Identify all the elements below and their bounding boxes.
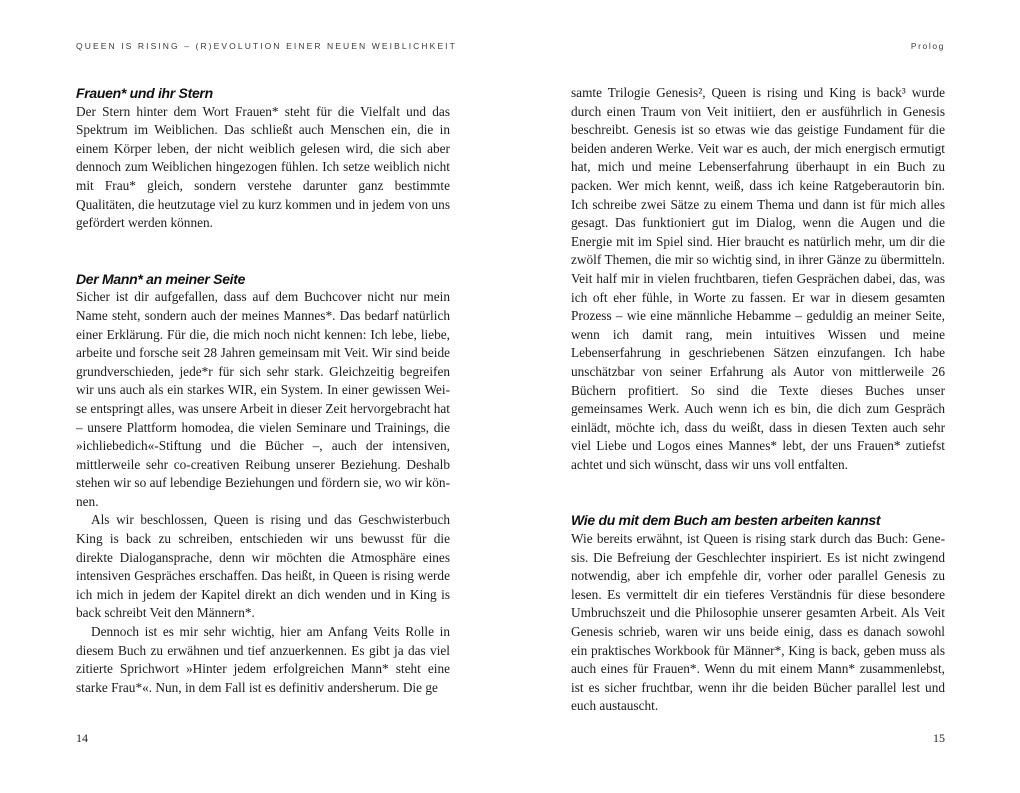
running-head: QUEEN IS RISING – (R)EVOLUTION EINER NEUEN WEIBLICHKEIT — [76, 41, 457, 51]
section-gap — [76, 233, 450, 270]
section-heading: Wie du mit dem Buch am besten arbeiten kannst — [571, 512, 881, 529]
right-page — [510, 0, 1020, 793]
section-gap — [571, 474, 945, 511]
paragraph: Sicher ist dir aufgefallen, dass auf dem Buchcover nicht nur mein Name steht, sondern auch der meines Mannes*. Das bedarf natürlich einer Erklärung. Für die, die mich noch nicht kennen: Ich lebe, liebe, arbeite und forsche seit 28 Jahren gemeinsam mit Veit. Wir sind beide grundverschieden, jede*r für sich sehr stark. Gleichzeitig begreifen wir uns auch als ein starkes WIR, ein System. In einer gewissen Weise entspringt alles, was unsere Arbeit in dieser Zeit hervorgebracht hat – unsere Plattform homodea, die vielen Seminare und Trainings, die »ichliebedich«-Stiftung und die Bücher –, auch der intensiven, mittlerweile sehr co-creativen Reibung unserer Beziehung. Deshalb stehen wir so auf lebendige Beziehungen und fördern sie, wo wir können. — [76, 289, 450, 509]
running-head: Prolog — [910, 41, 945, 51]
paragraph: Als wir beschlossen, Queen is rising und das Geschwisterbuch King is back zu schreiben, entschieden wir uns bewusst für die direkte Dialogansprache, denn wir möchten die Atmosphäre eines intensiven Gespräches erschaffen. Das heißt, in Queen is rising werde ich mich in jedem der Kapitel direkt an dich wenden und in King is back schreibt Veit den Männern*. — [76, 512, 450, 621]
page-number: 15 — [933, 731, 945, 745]
paragraph: Der Stern hinter dem Wort Frauen* steht für die Vielfalt und das Spektrum im Weiblichen. Das schließt auch Menschen ein, die in einem Körper leben, der nicht weiblich gelesen wird, die sich aber dennoch zum Weiblichen hingezogen fühlen. Ich setze weiblich nicht mit Frau* gleich, sondern verstehe darunter ganz bestimmte Qualitäten, die heutzutage viel zu kurz kommen und in jedem von uns gefördert werden können. — [76, 103, 450, 231]
right-text-block — [571, 84, 945, 716]
section-heading: Der Mann* an meiner Seite — [76, 270, 246, 287]
section-heading: Frauen* und ihr Stern — [76, 85, 213, 101]
paragraph: samte Trilogie Genesis², Queen is rising und King is back³ wurde durch einen Traum von Veit initiiert, den er ausführlich in Genesis beschreibt. Genesis ist so etwas wie das geistige Fundament für die beiden anderen Werke. Veit war es auch, der mich energisch ermutigt hat, mich und meine Lebenserfahrung überhaupt in ein Buch zu packen. Wer mich kennt, weiß, dass ich keine Ratgeberautorin bin. Ich schreibe zwei Sätze zu einem Thema und dann ist für mich alles gesagt. Das funktioniert gut im Dialog, wenn die Augen und die Energie mit im Spiel sind. Hier braucht es natürlich mehr, um dir die zwölf Themen, die mir so wichtig sind, in ihrer Gänze zu übermitteln. Veit half mir in vielen fruchtbaren, tiefen Gesprächen dabei, das, was ich oft eher fühle, in Worte zu fassen. Er war in diesem gesamten Prozess – wie eine männliche Hebamme – geduldig an meiner Seite, wenn ich damit rang, mein intuitives Wissen und meine Lebenserfahrung in geschriebenen Sätzen einzufangen. Ich habe unschätzbar von seiner Erfahrung als Autor von mittlerweile 26 Büchern profitiert. So sind die Texte dieses Buches unser gemeinsames Werk. Auch wenn ich es bin, die dich zum Gespräch einlädt, möchte ich, dass du weißt, dass in diesen Texten auch sehr viel Liebe und Logos eines Mannes* lebt, der uns Frauen* zutiefst achtet und sich wünscht, dass wir uns voll entfalten. — [571, 85, 945, 472]
left-text-block — [76, 84, 450, 697]
page-number: 14 — [76, 731, 88, 745]
paragraph: Dennoch ist es mir sehr wichtig, hier am Anfang Veits Rolle in diesem Buch zu erwähnen und tief anzuerkennen. Es gibt ja das viel zitierte Sprichwort »Hinter jedem erfolgreichen Mann* steht eine starke Frau*«. Nun, in dem Fall ist es definitiv andersherum. Die ge — [76, 624, 450, 695]
paragraph: Wie bereits erwähnt, ist Queen is rising stark durch das Buch: Genesis. Die Befreiung der Geschlechter inspiriert. Es ist nicht zwingend notwendig, aber ich empfehle dir, vorher oder parallel Genesis zu lesen. Es vermittelt dir ein tieferes Verständnis für diese besondere Umbruchszeit und die Philosophie unserer gesamten Arbeit. Als Veit Genesis schrieb, waren wir uns beide einig, dass es danach sowohl ein praktisches Workbook für Männer*, King is back, geben muss als auch eines für Frauen*. Wenn du mit einem Mann* zusammenlebst, ist es sicher fruchtbar, wenn ihr die beiden Bücher parallel lest und euch austauscht. — [571, 531, 945, 714]
